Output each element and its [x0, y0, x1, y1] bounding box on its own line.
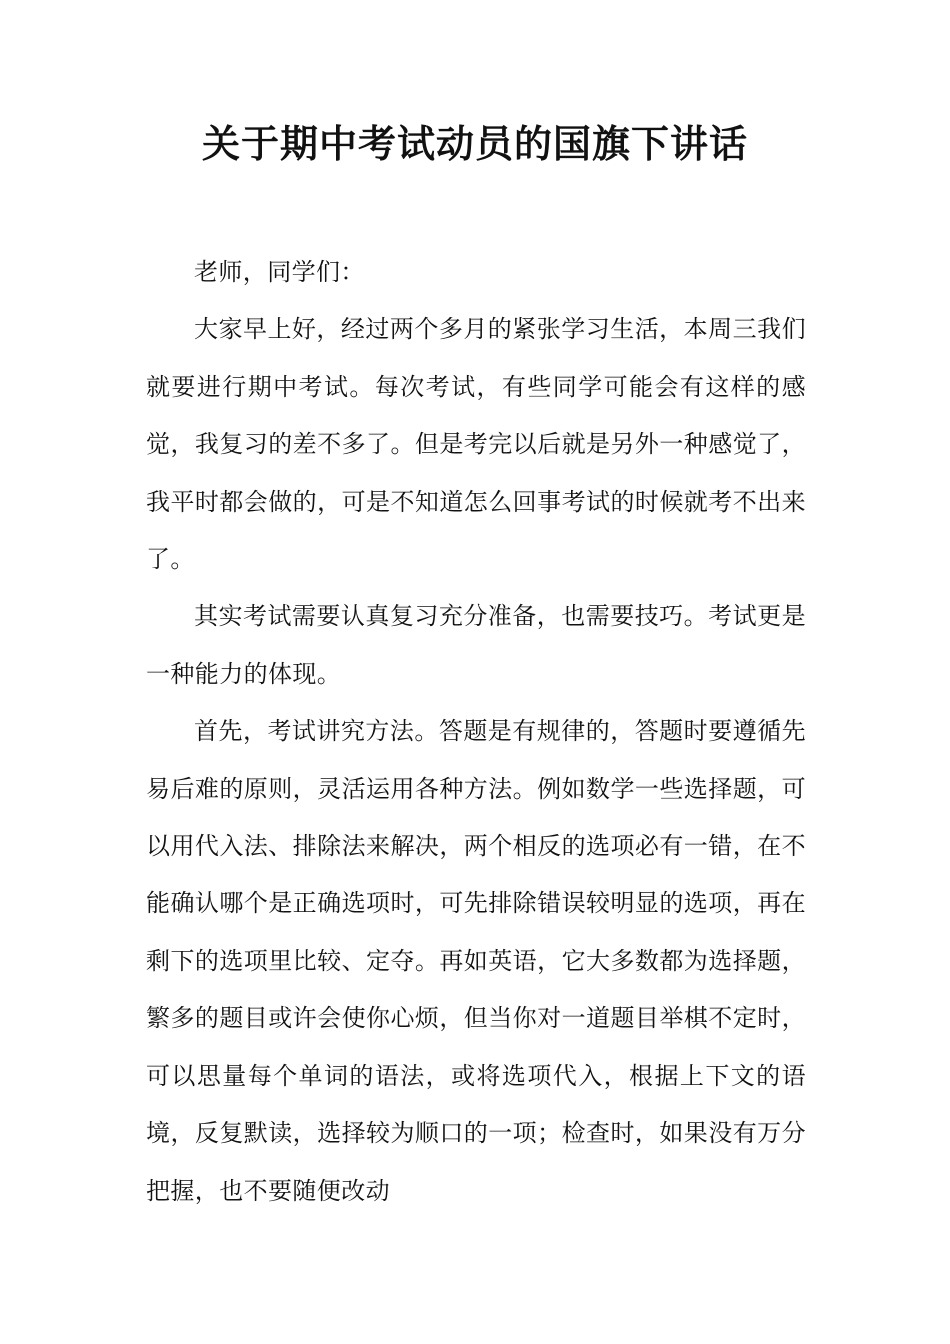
document-title: 关于期中考试动员的国旗下讲话: [201, 121, 748, 166]
document-body: [146, 244, 806, 1220]
paragraph-2: 其实考试需要认真复习充分准备，也需要技巧。考试更是一种能力的体现。: [146, 602, 806, 688]
paragraph-3: 首先，考试讲究方法。答题是有规律的，答题时要遵循先易后难的原则，灵活运用各种方法。例如数学一些选择题，可以用代入法、排除法来解决，两个相反的选项必有一错，在不能确认哪个是正确选项时，可先排除错误较明显的选项，再在剩下的选项里比较、定夺。再如英语，它大多数都为选择题，繁多的题目或许会使你心烦，但当你对一道题目举棋不定时，可以思量每个单词的语法，或将选项代入，根据上下文的语境，反复默读，选择较为顺口的一项；检查时，如果没有万分把握，也不要随便改动: [146, 717, 806, 1205]
paragraph-1: 大家早上好，经过两个多月的紧张学习生活，本周三我们就要进行期中考试。每次考试，有些同学可能会有这样的感觉，我复习的差不多了。但是考完以后就是另外一种感觉了，我平时都会做的，可是不知道怎么回事考试的时候就考不出来了。: [146, 315, 806, 574]
greeting-line: 老师，同学们：: [194, 258, 365, 286]
